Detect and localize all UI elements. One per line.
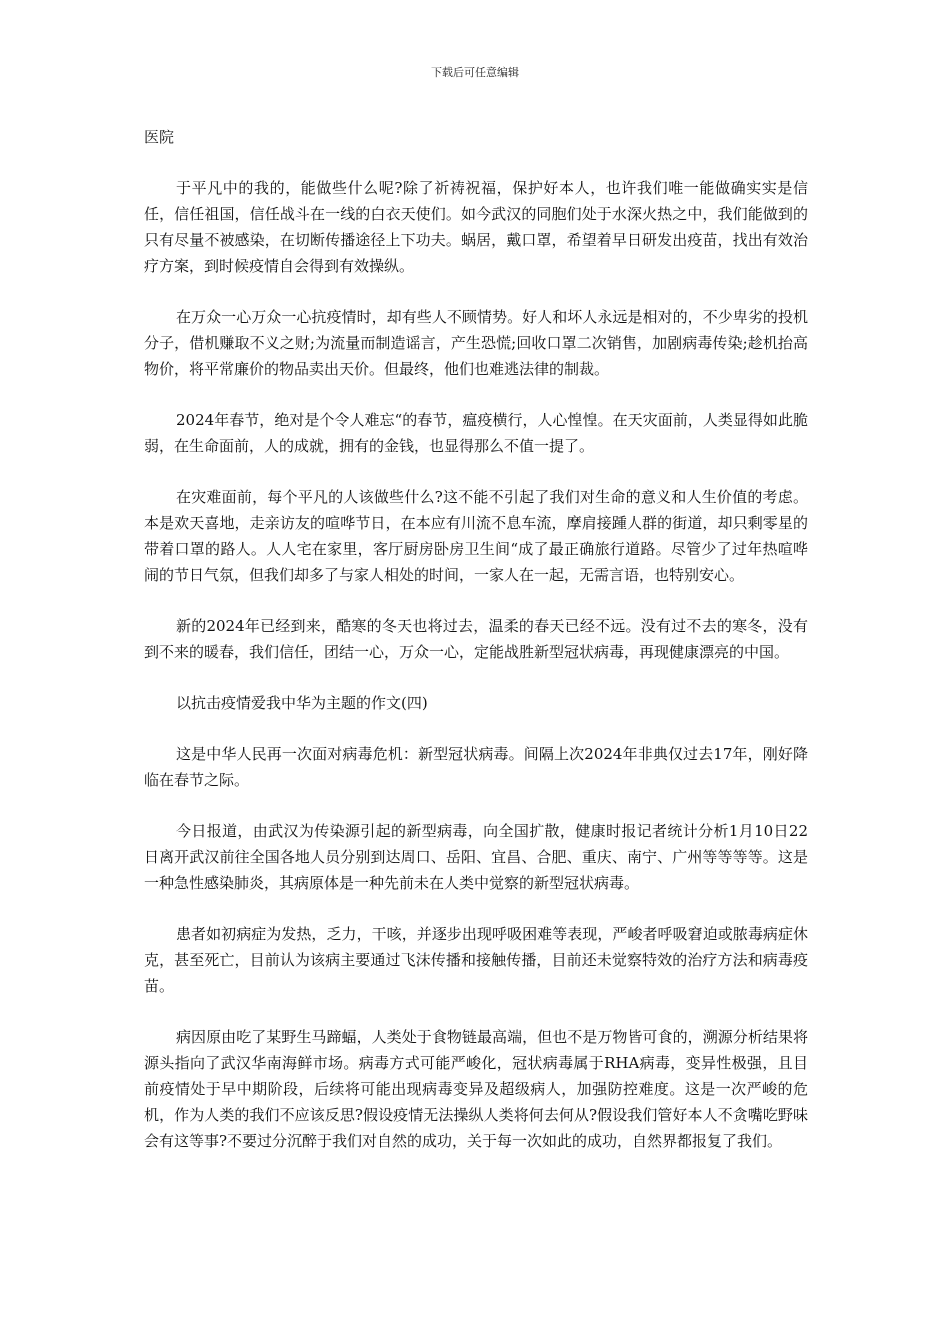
paragraph: 在万众一心万众一心抗疫情时，却有些人不顾情势。好人和坏人永远是相对的，不少卑劣的投机分子，借机赚取不义之财;为流量而制造谣言，产生恐慌;回收口罩二次销售，加剧病毒传染;趁机抬高物价，将平常廉价的物品卖出天价。但最终，他们也难逃法律的制裁。 xyxy=(144,308,808,378)
page-header: 下载后可任意编辑 xyxy=(431,66,519,79)
paragraph: 2024年春节，绝对是个令人难忘“的春节，瘟疫横行，人心惶惶。在天灾面前，人类显得如此脆弱，在生命面前，人的成就，拥有的金钱，也显得那么不值一提了。 xyxy=(144,411,808,455)
document-body xyxy=(144,124,808,1154)
paragraph: 病因原由吃了某野生马蹄蝠，人类处于食物链最高端，但也不是万物皆可食的，溯源分析结果将源头指向了武汉华南海鲜市场。病毒方式可能严峻化，冠状病毒属于RHA病毒，变异性极强，且目前疫情处于早中期阶段，后续将可能出现病毒变异及超级病人，加强防控难度。这是一次严峻的危机，作为人类的我们不应该反思?假设疫情无法操纵人类将何去何从?假设我们管好本人不贪嘴吃野味会有这等事?不要过分沉醉于我们对自然的成功，关于每一次如此的成功，自然界都报复了我们。 xyxy=(144,1028,808,1150)
paragraph: 新的2024年已经到来，酷寒的冬天也将过去，温柔的春天已经不远。没有过不去的寒冬，没有到不来的暖春，我们信任，团结一心，万众一心，定能战胜新型冠状病毒，再现健康漂亮的中国。 xyxy=(144,617,808,661)
paragraph: 于平凡中的我的，能做些什么呢?除了祈祷祝福，保护好本人，也许我们唯一能做确实实是信任，信任祖国，信任战斗在一线的白衣天使们。如今武汉的同胞们处于水深火热之中，我们能做到的只有尽量不被感染，在切断传播途径上下功夫。蜗居，戴口罩，希望着早日研发出疫苗，找出有效治疗方案，到时候疫情自会得到有效操纵。 xyxy=(144,179,808,275)
paragraph: 今日报道，由武汉为传染源引起的新型病毒，向全国扩散，健康时报记者统计分析1月10日22日离开武汉前往全国各地人员分别到达周口、岳阳、宜昌、合肥、重庆、南宁、广州等等等等。这是一种急性感染肺炎，其病原体是一种先前未在人类中觉察的新型冠状病毒。 xyxy=(144,822,808,892)
section-label: 医院 xyxy=(144,128,175,146)
paragraph: 在灾难面前，每个平凡的人该做些什么?这不能不引起了我们对生命的意义和人生价值的考虑。本是欢天喜地，走亲访友的喧哗节日，在本应有川流不息车流，摩肩接踵人群的街道，却只剩零星的带着口罩的路人。人人宅在家里，客厅厨房卧房卫生间“成了最正确旅行道路。尽管少了过年热喧哗闹的节日气氛，但我们却多了与家人相处的时间，一家人在一起，无需言语，也特别安心。 xyxy=(144,488,808,584)
paragraph: 这是中华人民再一次面对病毒危机：新型冠状病毒。间隔上次2024年非典仅过去17年，刚好降临在春节之际。 xyxy=(144,745,808,789)
essay-title: 以抗击疫情爱我中华为主题的作文(四) xyxy=(176,694,428,712)
paragraph: 患者如初病症为发热，乏力，干咳，并逐步出现呼吸困难等表现，严峻者呼吸窘迫或脓毒病症休克，甚至死亡，目前认为该病主要通过飞沫传播和接触传播，目前还未觉察特效的治疗方法和病毒疫苗。 xyxy=(144,925,808,995)
